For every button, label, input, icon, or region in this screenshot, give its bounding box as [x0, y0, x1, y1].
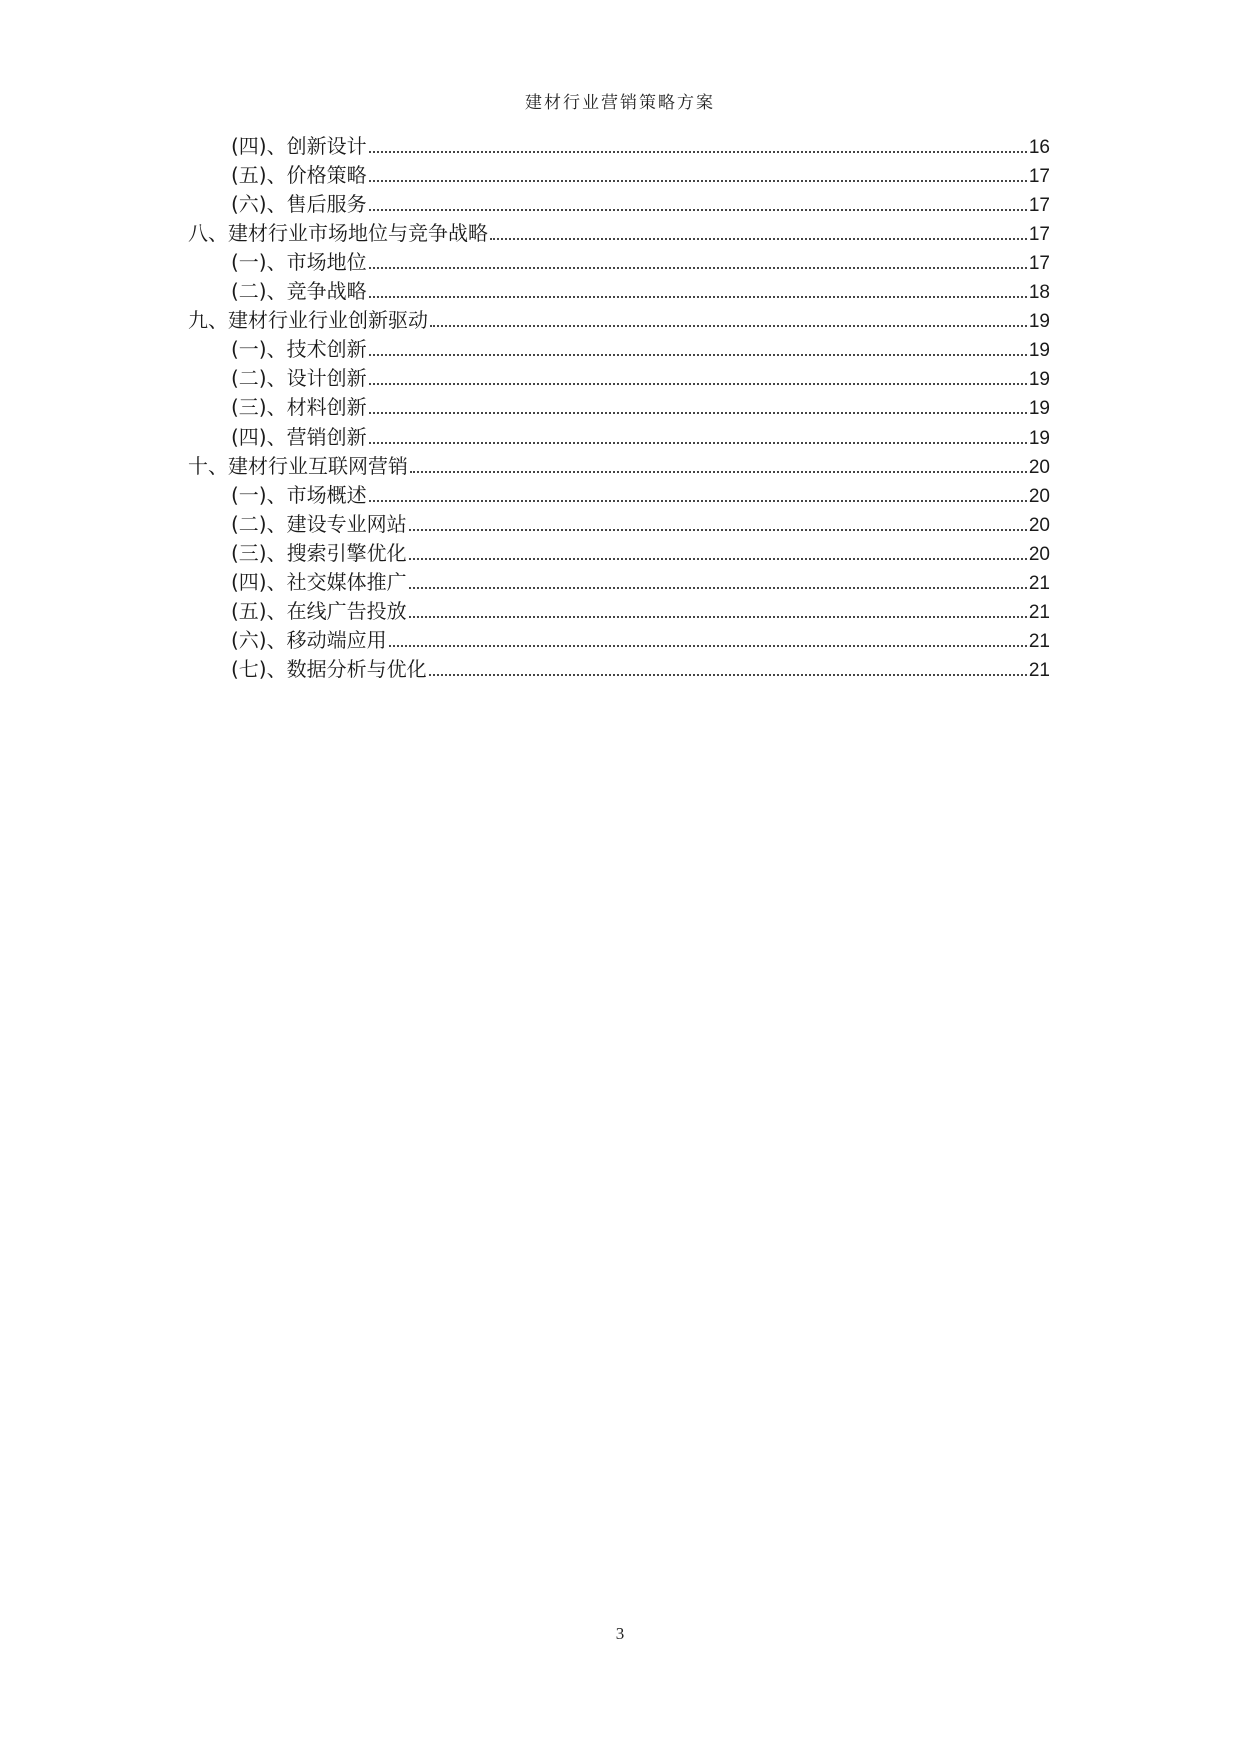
toc-entry-page: 20 [1028, 485, 1050, 507]
toc-chapter-entry[interactable] [188, 451, 1050, 481]
toc-dot-leader [490, 237, 1027, 240]
toc-entry-page: 17 [1028, 224, 1050, 246]
toc-section-entry[interactable] [231, 625, 1050, 655]
toc-dot-leader [369, 266, 1027, 269]
toc-section-entry[interactable] [231, 422, 1050, 452]
toc-entry-title: (七)、数据分析与优化 [231, 656, 427, 681]
toc-entry-page: 17 [1028, 166, 1050, 188]
toc-entry-page: 19 [1028, 340, 1050, 362]
toc-dot-leader [430, 324, 1027, 327]
toc-dot-leader [369, 353, 1027, 356]
toc-entry-title: (二)、建设专业网站 [231, 511, 407, 536]
toc-entry-title: (三)、材料创新 [231, 395, 367, 420]
toc-dot-leader [369, 382, 1027, 385]
toc-section-entry[interactable] [231, 596, 1050, 626]
toc-entry-page: 21 [1028, 659, 1050, 681]
toc-entry-page: 21 [1028, 601, 1050, 623]
toc-dot-leader [409, 557, 1027, 560]
toc-entry-title: (四)、营销创新 [231, 424, 367, 449]
running-header: 建材行业营销策略方案 [525, 93, 715, 113]
toc-dot-leader [429, 673, 1027, 676]
toc-entry-page: 19 [1028, 369, 1050, 391]
toc-section-entry[interactable] [231, 131, 1050, 161]
toc-entry-title: (一)、技术创新 [231, 337, 367, 362]
toc-dot-leader [369, 150, 1027, 153]
toc-section-entry[interactable] [231, 567, 1050, 597]
toc-section-entry[interactable] [231, 538, 1050, 568]
toc-dot-leader [409, 586, 1027, 589]
toc-entry-title: (一)、市场地位 [231, 250, 367, 275]
toc-dot-leader [410, 470, 1027, 473]
toc-entry-title: 八、建材行业市场地位与竞争战略 [188, 221, 488, 246]
toc-entry-page: 21 [1028, 630, 1050, 652]
toc-entry-title: (三)、搜索引擎优化 [231, 540, 407, 565]
toc-section-entry[interactable] [231, 363, 1050, 393]
toc-entry-title: (一)、市场概述 [231, 482, 367, 507]
toc-section-entry[interactable] [231, 160, 1050, 190]
toc-entry-page: 19 [1028, 427, 1050, 449]
toc-chapter-entry[interactable] [188, 305, 1050, 335]
toc-dot-leader [369, 295, 1027, 298]
toc-dot-leader [389, 644, 1027, 647]
toc-entry-page: 17 [1028, 253, 1050, 275]
toc-entry-title: (六)、售后服务 [231, 192, 367, 217]
toc-dot-leader [369, 208, 1027, 211]
toc-entry-page: 17 [1028, 195, 1050, 217]
toc-section-entry[interactable] [231, 480, 1050, 510]
toc-entry-page: 16 [1028, 137, 1050, 158]
toc-dot-leader [369, 441, 1027, 444]
toc-section-entry[interactable] [231, 247, 1050, 277]
toc-entry-title: (二)、竞争战略 [231, 279, 367, 304]
toc-section-entry[interactable] [231, 189, 1050, 219]
toc-entry-page: 20 [1028, 456, 1050, 478]
toc-dot-leader [369, 411, 1027, 414]
toc-entry-page: 20 [1028, 514, 1050, 536]
toc-section-entry[interactable] [231, 654, 1050, 684]
toc-chapter-entry[interactable] [188, 218, 1050, 248]
header-rule [188, 120, 1050, 121]
toc-entry-page: 18 [1028, 282, 1050, 304]
toc-entry-page: 19 [1028, 311, 1050, 333]
toc-dot-leader [369, 179, 1027, 182]
toc-section-entry[interactable] [231, 276, 1050, 306]
page-number: 3 [615, 1624, 625, 1643]
toc-entry-title: (五)、价格策略 [231, 163, 367, 188]
toc-entry-title: (四)、社交媒体推广 [231, 569, 407, 594]
toc-entry-title: (二)、设计创新 [231, 366, 367, 391]
toc-entry-title: 九、建材行业行业创新驱动 [188, 308, 428, 333]
toc-section-entry[interactable] [231, 392, 1050, 422]
toc-dot-leader [409, 615, 1027, 618]
toc-dot-leader [369, 499, 1027, 502]
toc-section-entry[interactable] [231, 334, 1050, 364]
toc-section-entry[interactable] [231, 509, 1050, 539]
toc-entry-title: (四)、创新设计 [231, 134, 367, 158]
toc-entry-page: 19 [1028, 398, 1050, 420]
toc-entry-page: 20 [1028, 543, 1050, 565]
toc-entry-title: (五)、在线广告投放 [231, 598, 407, 623]
toc-entry-title: 十、建材行业互联网营销 [188, 453, 408, 478]
toc-entry-title: (六)、移动端应用 [231, 627, 387, 652]
toc-entry-page: 21 [1028, 572, 1050, 594]
toc-dot-leader [409, 528, 1027, 531]
